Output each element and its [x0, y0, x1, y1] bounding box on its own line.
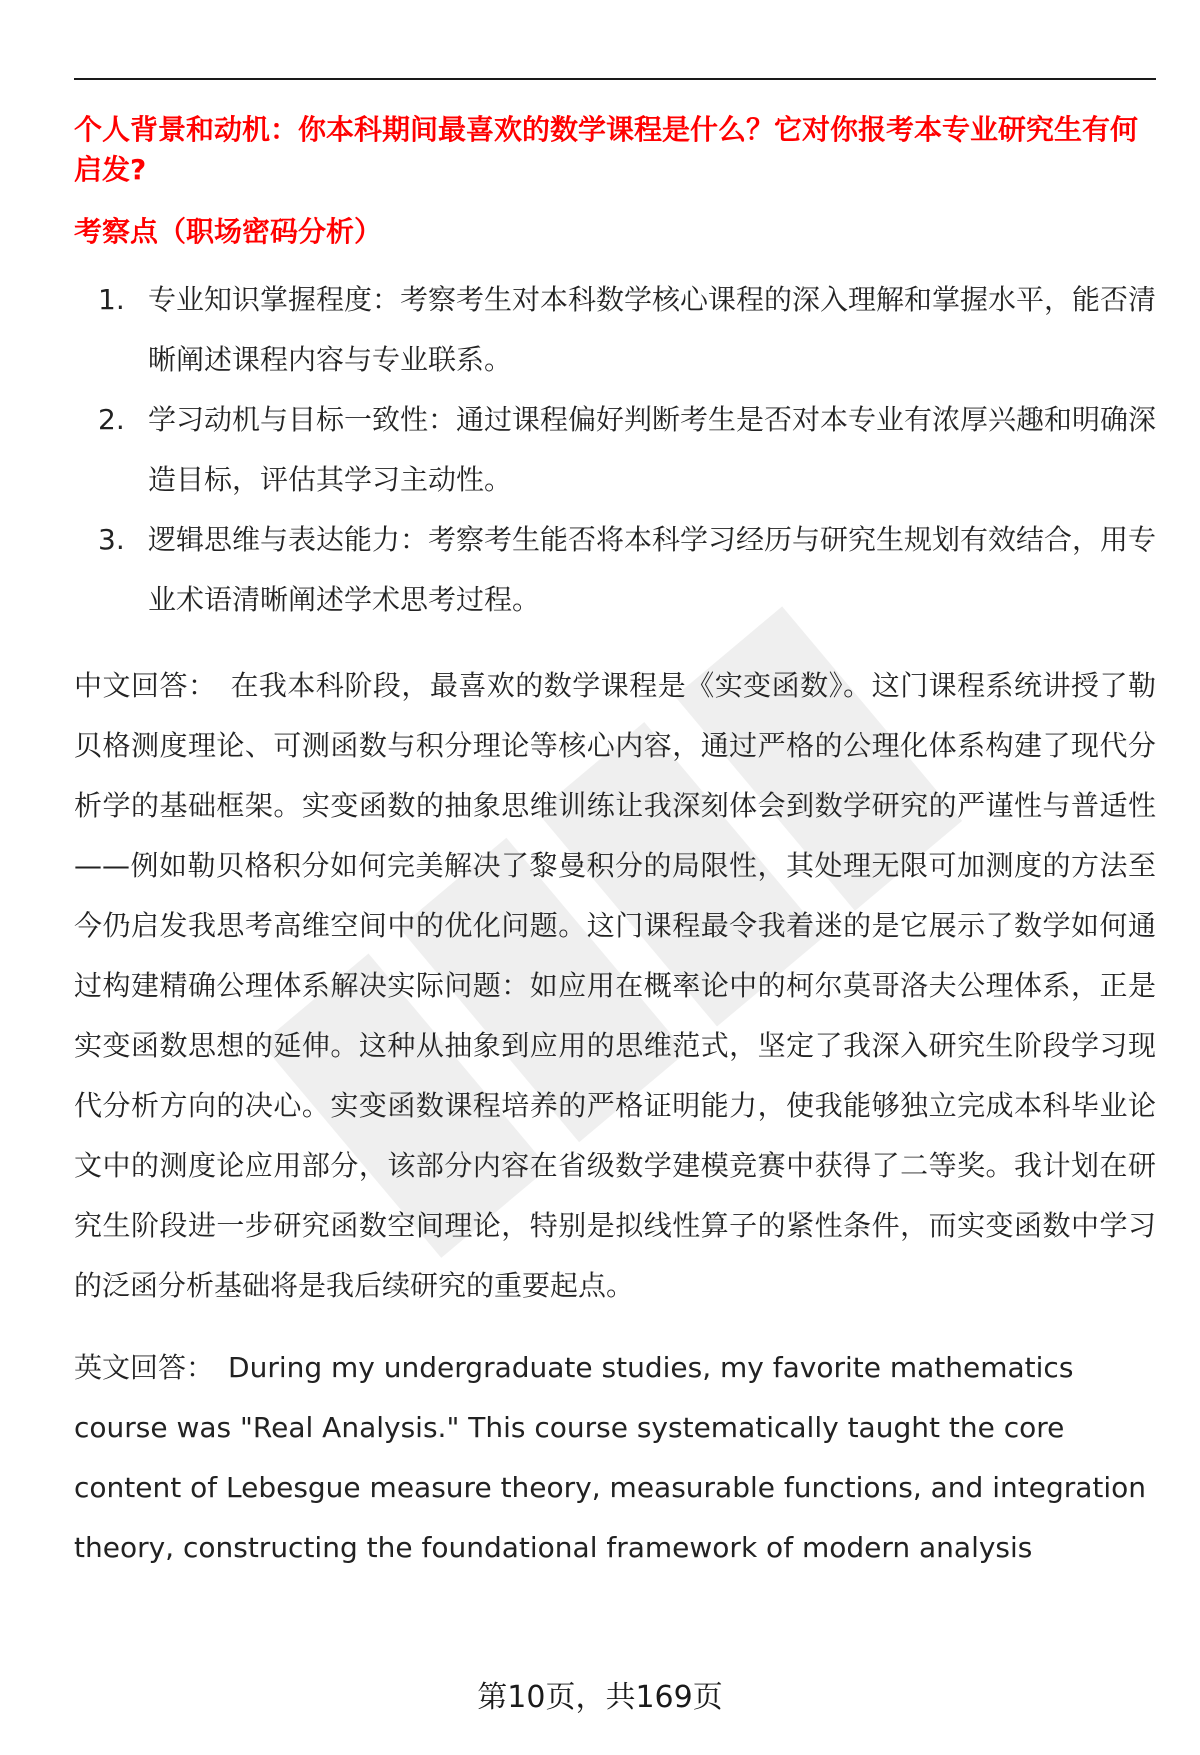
list-number: 1. [98, 283, 125, 316]
list-item-text: 逻辑思维与表达能力：考察考生能否将本科学习经历与研究生规划有效结合，用专业术语清晰阐述学术思考过程。 [148, 523, 1157, 616]
chinese-answer-text: 在我本科阶段，最喜欢的数学课程是《实变函数》。这门课程系统讲授了勒贝格测度理论、可测函数与积分理论等核心内容，通过严格的公理化体系构建了现代分析学的基础框架。实变函数的抽象思维训练让我深刻体会到数学研究的严谨性与普适性——例如勒贝格积分如何完美解决了黎曼积分的局限性，其处理无限可加测度的方法至今仍启发我思考高维空间中的优化问题。这门课程最令我着迷的是它展示了数学如何通过构建精确公理体系解决实际问题：如应用在概率论中的柯尔莫哥洛夫公理体系，正是实变函数思想的延伸。这种从抽象到应用的思维范式，坚定了我深入研究生阶段学习现代分析方向的决心。实变函数课程培养的严格证明能力，使我能够独立完成本科毕业论文中的测度论应用部分，该部分内容在省级数学建模竞赛中获得了二等奖。我计划在研究生阶段进一步研究函数空间理论，特别是拟线性算子的紧性条件，而实变函数中学习的泛函分析基础将是我后续研究的重要起点。 [74, 669, 1156, 1302]
list-number: 3. [98, 523, 125, 556]
english-answer [74, 1338, 1156, 1578]
list-item-text: 专业知识掌握程度：考察考生对本科数学核心课程的深入理解和掌握水平，能否清晰阐述课程内容与专业联系。 [148, 283, 1157, 376]
question-heading: 个人背景和动机：你本科期间最喜欢的数学课程是什么？它对你报考本专业研究生有何启发? [74, 113, 1139, 186]
list-item [74, 270, 1156, 390]
list-number-wrap [74, 510, 128, 630]
document-body [74, 110, 1156, 1578]
list-item-text: 学习动机与目标一致性：通过课程偏好判断考生是否对本专业有浓厚兴趣和明确深造目标，评估其学习主动性。 [148, 403, 1157, 496]
chinese-answer [74, 656, 1156, 1316]
assessment-points-list [74, 270, 1156, 630]
page-footer: 第10页，共169页 [477, 1680, 723, 1715]
top-rule [74, 78, 1156, 80]
list-item [74, 390, 1156, 510]
english-answer-text: During my undergraduate studies, my favorite mathematics course was "Real Analysis." This course systematically taught the core content of Lebesgue measure theory, measurable functions, and integration theory, constructing the foundational framework of modern analysis [74, 1351, 1147, 1564]
section-title: 考察点（职场密码分析） [74, 215, 383, 248]
list-item [74, 510, 1156, 630]
chinese-answer-label: 中文回答： [74, 669, 217, 702]
english-answer-label: 英文回答： [74, 1351, 215, 1384]
list-number-wrap [74, 390, 128, 510]
list-number: 2. [98, 403, 125, 436]
list-number-wrap [74, 270, 128, 390]
